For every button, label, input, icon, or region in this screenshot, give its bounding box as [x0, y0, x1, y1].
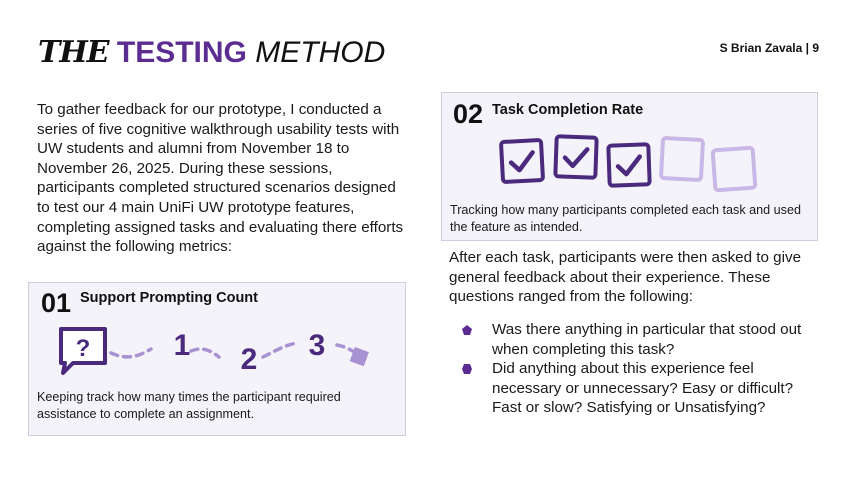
checked-box-icon [501, 140, 543, 182]
list-item [460, 320, 820, 359]
list-item [460, 359, 820, 418]
bullet-icon [462, 325, 472, 335]
task-completion-checkboxes [494, 131, 764, 195]
step-three: 3 [308, 329, 326, 362]
metric-card-support-prompting [28, 282, 406, 436]
intro-paragraph: To gather feedback for our prototype, I conducted a series of five cognitive walkthrough usability tests with UW students and alumni from November 18 to November 26, 2025. During these sessions, participants completed structured scenarios designed to test our 4 main UniFi UW prototype features, completing assigned tasks and evaluating there efforts against the following metrics: [37, 101, 404, 256]
step-one: 1 [173, 329, 191, 362]
metric-description: Keeping track how many times the participant required assistance to complete an assignment. [37, 390, 341, 421]
metric-title: Support Prompting Count [80, 290, 258, 306]
svg-text:?: ? [75, 335, 91, 362]
bullet-icon [462, 364, 472, 374]
metric-title: Task Completion Rate [492, 102, 644, 118]
step-two: 2 [240, 343, 258, 376]
followup-paragraph: After each task, participants were then asked to give general feedback about their experience. These questions ranged from the following: [449, 249, 802, 306]
title-word-the: THE [38, 35, 109, 70]
page-title [38, 36, 385, 70]
title-word-method: METHOD [255, 36, 386, 69]
metric-number: 02 [453, 99, 484, 129]
title-word-testing: TESTING [116, 36, 247, 69]
metric-card-task-completion [441, 92, 818, 241]
prompting-count-illustration [49, 321, 379, 381]
empty-box-icon [661, 138, 703, 180]
empty-box-icon [713, 148, 756, 191]
author-page-label: S Brian Zavala | 9 [719, 41, 819, 55]
question-bubble-icon [61, 329, 105, 373]
question-text: Did anything about this experience feel necessary or unnecessary? Easy or difficult? Fast or slow? Satisfying or Unsatisfying? [492, 360, 794, 417]
metric-number: 01 [41, 288, 72, 318]
question-text: Was there anything in particular that stood out when completing this task? [492, 321, 802, 358]
metric-description: Tracking how many participants completed each task and used the feature as intended. [450, 203, 801, 234]
checked-box-icon [608, 144, 649, 185]
checked-box-icon [555, 136, 596, 177]
question-list [460, 320, 820, 418]
